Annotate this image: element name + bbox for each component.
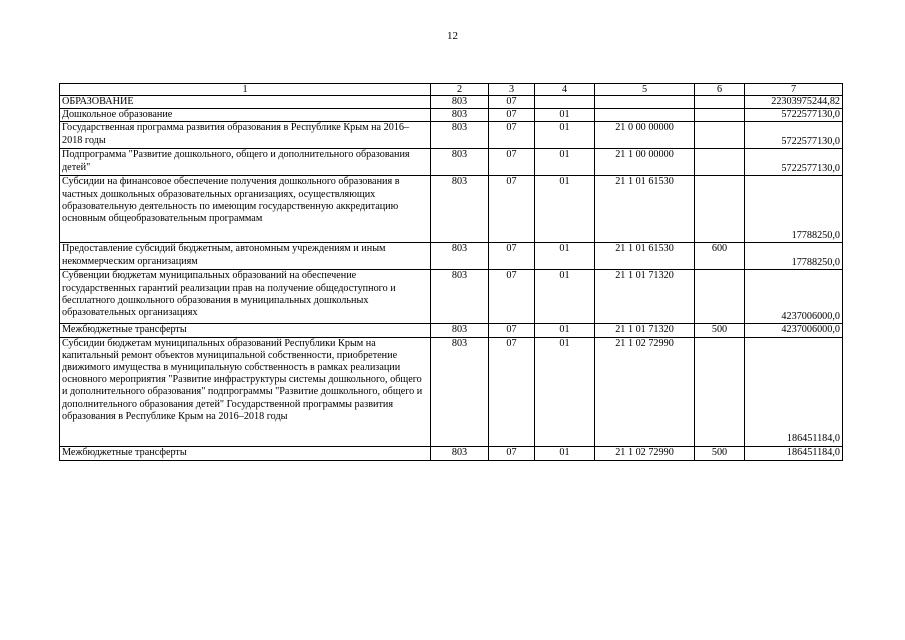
table-row	[60, 122, 843, 149]
row-target-article: 21 1 01 71320	[595, 270, 695, 324]
row-admin-code: 803	[431, 243, 489, 270]
row-sum: 4237006000,0	[745, 270, 843, 324]
row-expense-type: 600	[695, 243, 745, 270]
row-section: 07	[489, 337, 535, 446]
row-expense-type	[695, 122, 745, 149]
row-admin-code: 803	[431, 149, 489, 176]
row-name: Субсидии бюджетам муниципальных образований Республики Крым на капитальный ремонт объектов муниципальной собственности, приобретение движимого имущества в муниципальную собственность в рамках реализации основного мероприятия "Развитие инфраструктуры системы дошкольного, общего и дополнительного образования" подпрограммы "Развитие дошкольного, общего и дополнительного образования детей" Государственной программы развития образования в Республике Крым на 2016–2018 годы	[60, 337, 431, 446]
row-subsection: 01	[535, 324, 595, 337]
row-admin-code: 803	[431, 270, 489, 324]
row-name: Межбюджетные трансферты	[60, 446, 431, 460]
header-cell: 2	[431, 84, 489, 96]
row-admin-code: 803	[431, 324, 489, 337]
table-row	[60, 270, 843, 324]
row-sum: 186451184,0	[745, 446, 843, 460]
table-row	[60, 149, 843, 176]
row-subsection: 01	[535, 270, 595, 324]
row-admin-code: 803	[431, 446, 489, 460]
row-sum: 5722577130,0	[745, 149, 843, 176]
row-section: 07	[489, 324, 535, 337]
row-name: Межбюджетные трансферты	[60, 324, 431, 337]
table-row	[60, 446, 843, 460]
row-subsection	[535, 96, 595, 109]
header-cell: 7	[745, 84, 843, 96]
row-sum: 5722577130,0	[745, 122, 843, 149]
row-expense-type	[695, 337, 745, 446]
row-subsection: 01	[535, 446, 595, 460]
row-target-article	[595, 96, 695, 109]
row-section: 07	[489, 109, 535, 122]
row-subsection: 01	[535, 176, 595, 243]
row-name: Субвенции бюджетам муниципальных образований на обеспечение государственных гарантий реализации прав на получение общедоступного и бесплатного дошкольного образования в муниципальных дошкольных образовательных организациях	[60, 270, 431, 324]
row-expense-type	[695, 149, 745, 176]
row-admin-code: 803	[431, 176, 489, 243]
row-section: 07	[489, 122, 535, 149]
table-row	[60, 109, 843, 122]
row-admin-code: 803	[431, 337, 489, 446]
row-expense-type	[695, 270, 745, 324]
row-name: Предоставление субсидий бюджетным, автономным учреждениям и иным некоммерческим организациям	[60, 243, 431, 270]
row-section: 07	[489, 176, 535, 243]
row-target-article: 21 1 01 61530	[595, 176, 695, 243]
row-sum: 4237006000,0	[745, 324, 843, 337]
row-target-article: 21 1 00 00000	[595, 149, 695, 176]
row-subsection: 01	[535, 337, 595, 446]
row-sum: 5722577130,0	[745, 109, 843, 122]
table-row	[60, 96, 843, 109]
row-name: Субсидии на финансовое обеспечение получения дошкольного образования в частных дошкольных образовательных организациях, осуществляющих образовательную деятельность по имеющим государственную аккредитацию основным общеобразовательным программам	[60, 176, 431, 243]
row-name: Дошкольное образование	[60, 109, 431, 122]
row-section: 07	[489, 243, 535, 270]
row-admin-code: 803	[431, 96, 489, 109]
header-row	[60, 84, 843, 96]
row-target-article: 21 1 02 72990	[595, 337, 695, 446]
header-cell: 1	[60, 84, 431, 96]
row-sum: 17788250,0	[745, 243, 843, 270]
row-admin-code: 803	[431, 122, 489, 149]
header-cell: 3	[489, 84, 535, 96]
row-target-article: 21 0 00 00000	[595, 122, 695, 149]
row-sum: 186451184,0	[745, 337, 843, 446]
row-section: 07	[489, 270, 535, 324]
budget-table	[59, 83, 843, 461]
row-expense-type	[695, 109, 745, 122]
table-row	[60, 176, 843, 243]
header-cell: 5	[595, 84, 695, 96]
row-subsection: 01	[535, 122, 595, 149]
row-target-article: 21 1 02 72990	[595, 446, 695, 460]
row-section: 07	[489, 446, 535, 460]
row-sum: 17788250,0	[745, 176, 843, 243]
page-number: 12	[447, 30, 458, 42]
row-subsection: 01	[535, 149, 595, 176]
row-admin-code: 803	[431, 109, 489, 122]
row-expense-type: 500	[695, 446, 745, 460]
table-row	[60, 324, 843, 337]
table-row	[60, 337, 843, 446]
row-target-article: 21 1 01 71320	[595, 324, 695, 337]
row-name: ОБРАЗОВАНИЕ	[60, 96, 431, 109]
row-section: 07	[489, 149, 535, 176]
row-target-article: 21 1 01 61530	[595, 243, 695, 270]
header-cell: 6	[695, 84, 745, 96]
row-name: Подпрограмма "Развитие дошкольного, общего и дополнительного образования детей"	[60, 149, 431, 176]
row-expense-type: 500	[695, 324, 745, 337]
row-expense-type	[695, 96, 745, 109]
row-section: 07	[489, 96, 535, 109]
row-name: Государственная программа развития образования в Республике Крым на 2016–2018 годы	[60, 122, 431, 149]
row-subsection: 01	[535, 243, 595, 270]
row-target-article	[595, 109, 695, 122]
row-sum: 22303975244,82	[745, 96, 843, 109]
header-cell: 4	[535, 84, 595, 96]
row-subsection: 01	[535, 109, 595, 122]
table-row	[60, 243, 843, 270]
row-expense-type	[695, 176, 745, 243]
